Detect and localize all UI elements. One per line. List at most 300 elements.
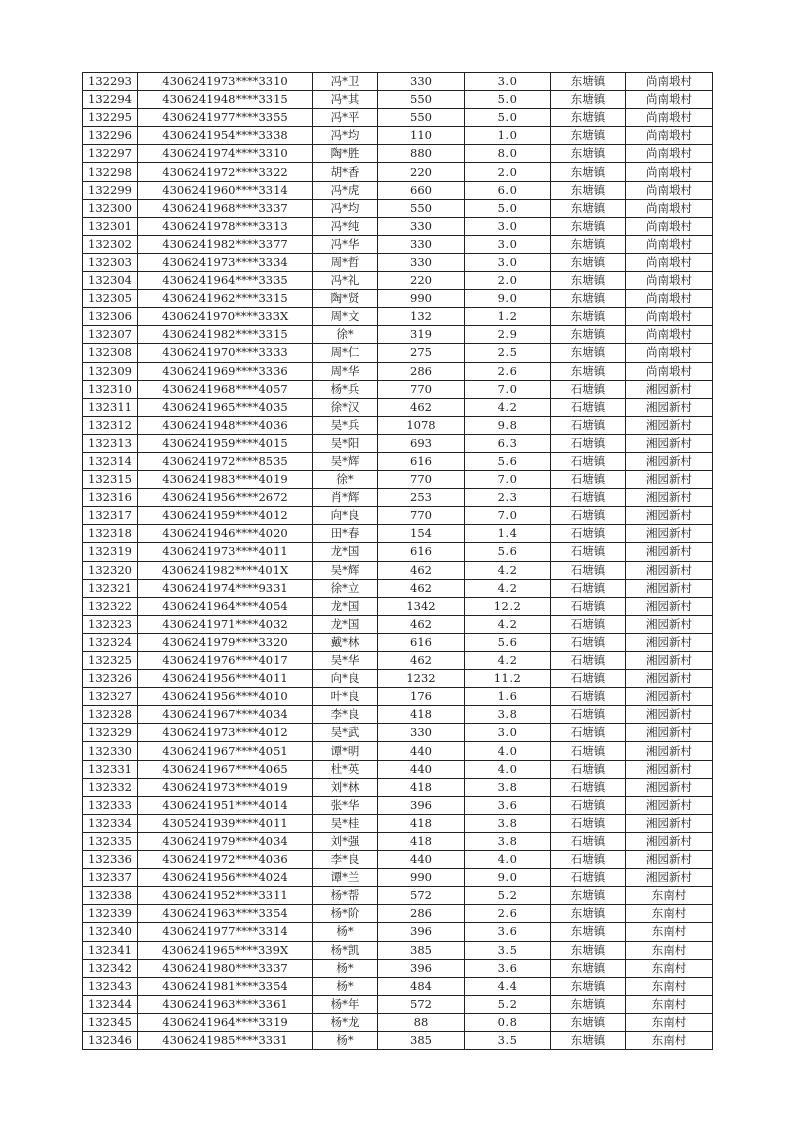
town-cell: 东塘镇 — [551, 1031, 626, 1049]
table-row — [83, 217, 713, 235]
serial-number-cell: 132342 — [83, 959, 138, 977]
town-cell: 石塘镇 — [551, 670, 626, 688]
town-cell: 石塘镇 — [551, 452, 626, 470]
serial-number-cell: 132339 — [83, 905, 138, 923]
serial-number-cell: 132345 — [83, 1013, 138, 1031]
name-cell: 杨*年 — [313, 995, 378, 1013]
table-row — [83, 579, 713, 597]
town-cell: 石塘镇 — [551, 760, 626, 778]
id-number-cell: 4306241981****3354 — [138, 977, 313, 995]
table-row — [83, 941, 713, 959]
table-row — [83, 308, 713, 326]
amount-cell: 418 — [378, 832, 465, 850]
area-cell: 3.5 — [465, 1031, 551, 1049]
village-cell: 湘园新村 — [626, 851, 713, 869]
area-cell: 2.9 — [465, 326, 551, 344]
amount-cell: 396 — [378, 796, 465, 814]
serial-number-cell: 132306 — [83, 308, 138, 326]
id-number-cell: 4306241979****3320 — [138, 633, 313, 651]
amount-cell: 484 — [378, 977, 465, 995]
village-cell: 湘园新村 — [626, 688, 713, 706]
village-cell: 尚南塅村 — [626, 217, 713, 235]
area-cell: 2.3 — [465, 489, 551, 507]
table-row — [83, 832, 713, 850]
town-cell: 石塘镇 — [551, 561, 626, 579]
area-cell: 3.5 — [465, 941, 551, 959]
area-cell: 11.2 — [465, 670, 551, 688]
town-cell: 东塘镇 — [551, 959, 626, 977]
village-cell: 尚南塅村 — [626, 344, 713, 362]
table-row — [83, 1031, 713, 1049]
town-cell: 石塘镇 — [551, 398, 626, 416]
id-number-cell: 4306241964****3335 — [138, 272, 313, 290]
table-row — [83, 615, 713, 633]
town-cell: 东塘镇 — [551, 181, 626, 199]
serial-number-cell: 132294 — [83, 91, 138, 109]
area-cell: 4.0 — [465, 760, 551, 778]
serial-number-cell: 132336 — [83, 851, 138, 869]
area-cell: 5.2 — [465, 887, 551, 905]
id-number-cell: 4306241971****4032 — [138, 615, 313, 633]
table-row — [83, 887, 713, 905]
id-number-cell: 4306241974****9331 — [138, 579, 313, 597]
village-cell: 湘园新村 — [626, 579, 713, 597]
id-number-cell: 4306241964****4054 — [138, 597, 313, 615]
village-cell: 湘园新村 — [626, 615, 713, 633]
amount-cell: 330 — [378, 253, 465, 271]
village-cell: 湘园新村 — [626, 670, 713, 688]
id-number-cell: 4306241963****3361 — [138, 995, 313, 1013]
area-cell: 3.8 — [465, 778, 551, 796]
name-cell: 周*华 — [313, 362, 378, 380]
id-number-cell: 4306241985****3331 — [138, 1031, 313, 1049]
area-cell: 3.8 — [465, 706, 551, 724]
area-cell: 7.0 — [465, 380, 551, 398]
id-number-cell: 4306241962****3315 — [138, 290, 313, 308]
table-row — [83, 471, 713, 489]
serial-number-cell: 132343 — [83, 977, 138, 995]
id-number-cell: 4306241978****3313 — [138, 217, 313, 235]
amount-cell: 396 — [378, 923, 465, 941]
area-cell: 5.6 — [465, 452, 551, 470]
amount-cell: 990 — [378, 290, 465, 308]
id-number-cell: 4306241956****4010 — [138, 688, 313, 706]
name-cell: 冯*卫 — [313, 73, 378, 91]
town-cell: 东塘镇 — [551, 272, 626, 290]
village-cell: 湘园新村 — [626, 452, 713, 470]
id-number-cell: 4306241973****3334 — [138, 253, 313, 271]
area-cell: 3.0 — [465, 73, 551, 91]
amount-cell: 154 — [378, 525, 465, 543]
name-cell: 周*文 — [313, 308, 378, 326]
village-cell: 尚南塅村 — [626, 253, 713, 271]
village-cell: 尚南塅村 — [626, 145, 713, 163]
town-cell: 石塘镇 — [551, 471, 626, 489]
serial-number-cell: 132330 — [83, 742, 138, 760]
area-cell: 2.5 — [465, 344, 551, 362]
name-cell: 刘*林 — [313, 778, 378, 796]
area-cell: 3.0 — [465, 235, 551, 253]
id-number-cell: 4306241956****4024 — [138, 869, 313, 887]
record-table-body — [83, 73, 713, 1050]
serial-number-cell: 132344 — [83, 995, 138, 1013]
amount-cell: 220 — [378, 163, 465, 181]
area-cell: 2.0 — [465, 163, 551, 181]
serial-number-cell: 132321 — [83, 579, 138, 597]
table-row — [83, 253, 713, 271]
table-row — [83, 127, 713, 145]
area-cell: 3.0 — [465, 724, 551, 742]
amount-cell: 693 — [378, 434, 465, 452]
name-cell: 刘*强 — [313, 832, 378, 850]
id-number-cell: 4306241979****4034 — [138, 832, 313, 850]
id-number-cell: 4306241959****4015 — [138, 434, 313, 452]
town-cell: 石塘镇 — [551, 543, 626, 561]
id-number-cell: 4306241967****4034 — [138, 706, 313, 724]
id-number-cell: 4306241951****4014 — [138, 796, 313, 814]
name-cell: 徐*立 — [313, 579, 378, 597]
name-cell: 杨* — [313, 1031, 378, 1049]
amount-cell: 770 — [378, 380, 465, 398]
table-row — [83, 977, 713, 995]
village-cell: 湘园新村 — [626, 706, 713, 724]
id-number-cell: 4306241973****4012 — [138, 724, 313, 742]
town-cell: 东塘镇 — [551, 290, 626, 308]
village-cell: 尚南塅村 — [626, 235, 713, 253]
area-cell: 6.3 — [465, 434, 551, 452]
amount-cell: 110 — [378, 127, 465, 145]
name-cell: 杨*凯 — [313, 941, 378, 959]
amount-cell: 880 — [378, 145, 465, 163]
name-cell: 李*良 — [313, 706, 378, 724]
village-cell: 湘园新村 — [626, 507, 713, 525]
id-number-cell: 4306241977****3314 — [138, 923, 313, 941]
table-row — [83, 869, 713, 887]
name-cell: 陶*胜 — [313, 145, 378, 163]
id-number-cell: 4306241956****4011 — [138, 670, 313, 688]
town-cell: 石塘镇 — [551, 597, 626, 615]
village-cell: 湘园新村 — [626, 724, 713, 742]
village-cell: 湘园新村 — [626, 471, 713, 489]
id-number-cell: 4306241982****3377 — [138, 235, 313, 253]
village-cell: 尚南塅村 — [626, 109, 713, 127]
name-cell: 叶*良 — [313, 688, 378, 706]
name-cell: 杨* — [313, 959, 378, 977]
village-cell: 湘园新村 — [626, 525, 713, 543]
name-cell: 龙*国 — [313, 543, 378, 561]
amount-cell: 132 — [378, 308, 465, 326]
village-cell: 湘园新村 — [626, 380, 713, 398]
village-cell: 湘园新村 — [626, 633, 713, 651]
id-number-cell: 4306241973****3310 — [138, 73, 313, 91]
id-number-cell: 4306241965****339X — [138, 941, 313, 959]
village-cell: 尚南塅村 — [626, 326, 713, 344]
serial-number-cell: 132311 — [83, 398, 138, 416]
town-cell: 东塘镇 — [551, 217, 626, 235]
table-row — [83, 959, 713, 977]
amount-cell: 440 — [378, 851, 465, 869]
town-cell: 石塘镇 — [551, 525, 626, 543]
amount-cell: 462 — [378, 561, 465, 579]
area-cell: 1.4 — [465, 525, 551, 543]
serial-number-cell: 132338 — [83, 887, 138, 905]
amount-cell: 550 — [378, 199, 465, 217]
id-number-cell: 4306241974****3310 — [138, 145, 313, 163]
name-cell: 吴*辉 — [313, 561, 378, 579]
village-cell: 东南村 — [626, 1031, 713, 1049]
serial-number-cell: 132315 — [83, 471, 138, 489]
name-cell: 谭*兰 — [313, 869, 378, 887]
id-number-cell: 4306241954****3338 — [138, 127, 313, 145]
village-cell: 尚南塅村 — [626, 290, 713, 308]
town-cell: 石塘镇 — [551, 851, 626, 869]
name-cell: 冯*礼 — [313, 272, 378, 290]
serial-number-cell: 132317 — [83, 507, 138, 525]
table-row — [83, 398, 713, 416]
village-cell: 湘园新村 — [626, 561, 713, 579]
area-cell: 3.8 — [465, 814, 551, 832]
area-cell: 12.2 — [465, 597, 551, 615]
town-cell: 石塘镇 — [551, 778, 626, 796]
town-cell: 东塘镇 — [551, 905, 626, 923]
town-cell: 东塘镇 — [551, 199, 626, 217]
amount-cell: 660 — [378, 181, 465, 199]
serial-number-cell: 132312 — [83, 416, 138, 434]
table-row — [83, 290, 713, 308]
id-number-cell: 4306241964****3319 — [138, 1013, 313, 1031]
name-cell: 徐* — [313, 326, 378, 344]
area-cell: 4.0 — [465, 742, 551, 760]
amount-cell: 253 — [378, 489, 465, 507]
amount-cell: 440 — [378, 760, 465, 778]
town-cell: 石塘镇 — [551, 688, 626, 706]
serial-number-cell: 132346 — [83, 1031, 138, 1049]
table-row — [83, 181, 713, 199]
village-cell: 湘园新村 — [626, 814, 713, 832]
town-cell: 东塘镇 — [551, 308, 626, 326]
serial-number-cell: 132340 — [83, 923, 138, 941]
village-cell: 湘园新村 — [626, 434, 713, 452]
serial-number-cell: 132295 — [83, 109, 138, 127]
amount-cell: 462 — [378, 652, 465, 670]
village-cell: 东南村 — [626, 995, 713, 1013]
table-row — [83, 344, 713, 362]
town-cell: 东塘镇 — [551, 253, 626, 271]
id-number-cell: 4306241970****3333 — [138, 344, 313, 362]
table-row — [83, 760, 713, 778]
serial-number-cell: 132334 — [83, 814, 138, 832]
table-row — [83, 145, 713, 163]
id-number-cell: 4306241982****401X — [138, 561, 313, 579]
town-cell: 石塘镇 — [551, 579, 626, 597]
table-row — [83, 543, 713, 561]
village-cell: 尚南塅村 — [626, 362, 713, 380]
area-cell: 9.8 — [465, 416, 551, 434]
serial-number-cell: 132318 — [83, 525, 138, 543]
name-cell: 向*良 — [313, 507, 378, 525]
amount-cell: 1342 — [378, 597, 465, 615]
name-cell: 杨*阶 — [313, 905, 378, 923]
name-cell: 周*哲 — [313, 253, 378, 271]
id-number-cell: 4306241977****3355 — [138, 109, 313, 127]
amount-cell: 418 — [378, 706, 465, 724]
village-cell: 湘园新村 — [626, 543, 713, 561]
village-cell: 湘园新村 — [626, 742, 713, 760]
table-row — [83, 109, 713, 127]
amount-cell: 319 — [378, 326, 465, 344]
serial-number-cell: 132296 — [83, 127, 138, 145]
area-cell: 1.6 — [465, 688, 551, 706]
area-cell: 4.2 — [465, 398, 551, 416]
town-cell: 东塘镇 — [551, 127, 626, 145]
id-number-cell: 4306241956****2672 — [138, 489, 313, 507]
table-row — [83, 91, 713, 109]
amount-cell: 385 — [378, 941, 465, 959]
serial-number-cell: 132302 — [83, 235, 138, 253]
town-cell: 东塘镇 — [551, 887, 626, 905]
name-cell: 吴*阳 — [313, 434, 378, 452]
town-cell: 东塘镇 — [551, 73, 626, 91]
table-row — [83, 923, 713, 941]
serial-number-cell: 132335 — [83, 832, 138, 850]
serial-number-cell: 132298 — [83, 163, 138, 181]
table-row — [83, 652, 713, 670]
area-cell: 4.0 — [465, 851, 551, 869]
amount-cell: 462 — [378, 398, 465, 416]
id-number-cell: 4306241968****4057 — [138, 380, 313, 398]
name-cell: 冯*均 — [313, 127, 378, 145]
town-cell: 石塘镇 — [551, 380, 626, 398]
town-cell: 东塘镇 — [551, 91, 626, 109]
id-number-cell: 4306241967****4065 — [138, 760, 313, 778]
serial-number-cell: 132341 — [83, 941, 138, 959]
area-cell: 5.6 — [465, 633, 551, 651]
name-cell: 冯*虎 — [313, 181, 378, 199]
serial-number-cell: 132327 — [83, 688, 138, 706]
table-row — [83, 561, 713, 579]
town-cell: 石塘镇 — [551, 489, 626, 507]
table-row — [83, 778, 713, 796]
area-cell: 5.6 — [465, 543, 551, 561]
amount-cell: 1078 — [378, 416, 465, 434]
id-number-cell: 4306241952****3311 — [138, 887, 313, 905]
name-cell: 吴*辉 — [313, 452, 378, 470]
area-cell: 4.2 — [465, 652, 551, 670]
village-cell: 湘园新村 — [626, 652, 713, 670]
table-row — [83, 489, 713, 507]
serial-number-cell: 132304 — [83, 272, 138, 290]
name-cell: 胡*香 — [313, 163, 378, 181]
table-row — [83, 452, 713, 470]
town-cell: 石塘镇 — [551, 652, 626, 670]
area-cell: 1.0 — [465, 127, 551, 145]
table-row — [83, 851, 713, 869]
village-cell: 东南村 — [626, 905, 713, 923]
serial-number-cell: 132310 — [83, 380, 138, 398]
village-cell: 尚南塅村 — [626, 199, 713, 217]
town-cell: 东塘镇 — [551, 995, 626, 1013]
serial-number-cell: 132301 — [83, 217, 138, 235]
village-cell: 湘园新村 — [626, 597, 713, 615]
name-cell: 肖*辉 — [313, 489, 378, 507]
village-cell: 东南村 — [626, 941, 713, 959]
table-row — [83, 416, 713, 434]
village-cell: 东南村 — [626, 959, 713, 977]
town-cell: 石塘镇 — [551, 416, 626, 434]
serial-number-cell: 132325 — [83, 652, 138, 670]
serial-number-cell: 132329 — [83, 724, 138, 742]
amount-cell: 330 — [378, 235, 465, 253]
serial-number-cell: 132320 — [83, 561, 138, 579]
serial-number-cell: 132332 — [83, 778, 138, 796]
serial-number-cell: 132313 — [83, 434, 138, 452]
name-cell: 陶*贤 — [313, 290, 378, 308]
town-cell: 东塘镇 — [551, 326, 626, 344]
town-cell: 东塘镇 — [551, 923, 626, 941]
amount-cell: 330 — [378, 73, 465, 91]
village-cell: 湘园新村 — [626, 760, 713, 778]
table-row — [83, 326, 713, 344]
town-cell: 东塘镇 — [551, 163, 626, 181]
amount-cell: 550 — [378, 109, 465, 127]
serial-number-cell: 132314 — [83, 452, 138, 470]
area-cell: 4.2 — [465, 615, 551, 633]
area-cell: 4.2 — [465, 579, 551, 597]
village-cell: 尚南塅村 — [626, 272, 713, 290]
table-row — [83, 905, 713, 923]
name-cell: 吴*桂 — [313, 814, 378, 832]
amount-cell: 990 — [378, 869, 465, 887]
table-row — [83, 814, 713, 832]
amount-cell: 220 — [378, 272, 465, 290]
town-cell: 石塘镇 — [551, 434, 626, 452]
town-cell: 东塘镇 — [551, 235, 626, 253]
town-cell: 石塘镇 — [551, 814, 626, 832]
id-number-cell: 4306241967****4051 — [138, 742, 313, 760]
amount-cell: 286 — [378, 905, 465, 923]
id-number-cell: 4306241973****4011 — [138, 543, 313, 561]
name-cell: 谭*明 — [313, 742, 378, 760]
amount-cell: 462 — [378, 615, 465, 633]
id-number-cell: 4306241976****4017 — [138, 652, 313, 670]
table-row — [83, 742, 713, 760]
name-cell: 杨* — [313, 923, 378, 941]
area-cell: 2.6 — [465, 362, 551, 380]
name-cell: 徐*汉 — [313, 398, 378, 416]
id-number-cell: 4306241972****8535 — [138, 452, 313, 470]
amount-cell: 572 — [378, 887, 465, 905]
area-cell: 5.0 — [465, 109, 551, 127]
name-cell: 戴*林 — [313, 633, 378, 651]
name-cell: 冯*其 — [313, 91, 378, 109]
town-cell: 东塘镇 — [551, 1013, 626, 1031]
amount-cell: 286 — [378, 362, 465, 380]
serial-number-cell: 132324 — [83, 633, 138, 651]
id-number-cell: 4306241970****333X — [138, 308, 313, 326]
amount-cell: 396 — [378, 959, 465, 977]
serial-number-cell: 132319 — [83, 543, 138, 561]
table-row — [83, 670, 713, 688]
village-cell: 湘园新村 — [626, 489, 713, 507]
area-cell: 2.0 — [465, 272, 551, 290]
serial-number-cell: 132337 — [83, 869, 138, 887]
name-cell: 周*仁 — [313, 344, 378, 362]
amount-cell: 330 — [378, 724, 465, 742]
name-cell: 冯*平 — [313, 109, 378, 127]
village-cell: 尚南塅村 — [626, 73, 713, 91]
amount-cell: 770 — [378, 471, 465, 489]
amount-cell: 1232 — [378, 670, 465, 688]
